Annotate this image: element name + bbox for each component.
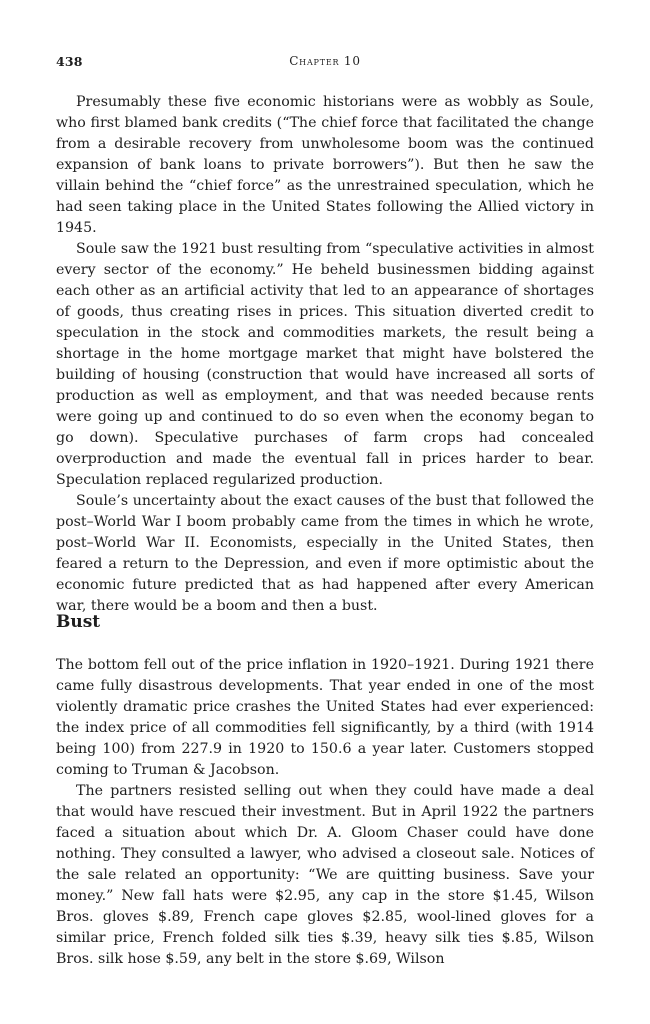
paragraph: Presumably these five economic historians were as wobbly as Soule, who first blamed bank credits (“The chief force that facilitated the change from a desirable recovery from unwholesome boom was the continued expansion of bank loans to private borrowers”). But then he saw the villain behind the “chief force” as the unrestrained speculation, which he had seen taking place in the United States following the Allied victory in 1945.: [56, 94, 594, 236]
chapter-title: Chapter 10: [289, 54, 361, 68]
section-heading: Bust: [56, 612, 101, 632]
section-text-block: [56, 655, 594, 970]
running-head: [56, 54, 594, 72]
page-number: 438: [56, 54, 83, 69]
paragraph: Soule’s uncertainty about the exact causes of the bust that followed the post–World War I boom probably came from the times in which he wrote, post–World War II. Economists, especially in the United States, then feared a return to the Depression, and even if more optimistic about the economic future predicted that as had happened after every American war, there would be a boom and then a bust.: [56, 493, 594, 614]
opening-text-block: [56, 92, 594, 617]
paragraph: The partners resisted selling out when they could have made a deal that would have rescued their investment. But in April 1922 the partners faced a situation about which Dr. A. Gloom Chaser could have done nothing. They consulted a lawyer, who advised a closeout sale. Notices of the sale related an opportunity: “We are quitting business. Save your money.” New fall hats were $2.95, any cap in the store $1.45, Wilson Bros. gloves $.89, French cape gloves $2.85, wool-lined gloves for a similar price, French folded silk ties $.39, heavy silk ties $.85, Wilson Bros. silk hose $.59, any belt in the store $.69, Wilson: [56, 783, 594, 967]
paragraph: Soule saw the 1921 bust resulting from “speculative activities in almost every sector of the economy.” He beheld businessmen bidding against each other as an artificial activity that led to an appearance of shortages of goods, thus creating rises in prices. This situation diverted credit to speculation in the stock and commodities markets, the result being a shortage in the home mortgage market that might have bolstered the building of housing (construction that would have increased all sorts of production as well as employment, and that was needed because rents were going up and continued to do so even when the economy began to go down). Speculative purchases of farm crops had concealed overproduction and made the eventual fall in prices harder to bear. Speculation replaced regularized production.: [56, 241, 594, 488]
paragraph: The bottom fell out of the price inflation in 1920–1921. During 1921 there came fully disastrous developments. That year ended in one of the most violently dramatic price crashes the United States had ever experienced: the index price of all commodities fell significantly, by a third (with 1914 being 100) from 227.9 in 1920 to 150.6 a year later. Customers stopped coming to Truman & Jacobson.: [56, 657, 594, 778]
